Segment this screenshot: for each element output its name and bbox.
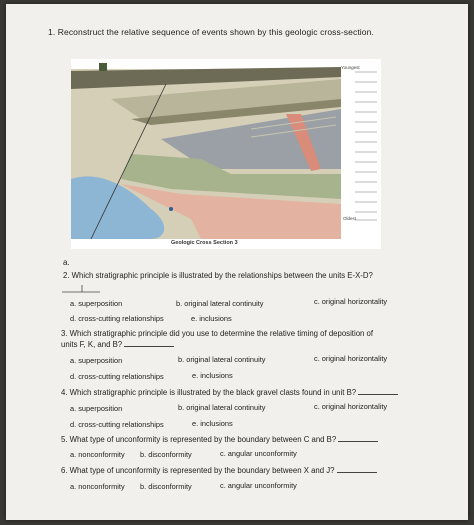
question-4-text: 4. Which stratigraphic principle is illustrated by the black gravel clasts found in unit B? [61, 388, 357, 397]
answer-blank-6[interactable] [337, 465, 377, 473]
answer-blank-5[interactable] [338, 434, 378, 442]
q3-option-d[interactable]: d. cross-cutting relationships [70, 372, 164, 381]
question-5-line [61, 434, 378, 444]
q4-option-c[interactable]: c. original horizontality [314, 402, 388, 411]
question-5-text: 5. What type of unconformity is represented by the boundary between C and B? [61, 435, 337, 444]
question-3-line1: 3. Which stratigraphic principle did you use to determine the relative timing of deposition of [61, 329, 374, 338]
q5-option-c[interactable]: c. angular unconformity [220, 449, 297, 458]
q2-option-e[interactable]: e. inclusions [191, 314, 232, 323]
q4-option-b[interactable]: b. original lateral continuity [178, 403, 266, 412]
figure-caption: Geologic Cross Section 3 [171, 240, 238, 246]
q6-option-b[interactable]: b. disconformity [140, 482, 192, 491]
q4-option-d[interactable]: d. cross-cutting relationships [70, 420, 164, 429]
q5-option-b[interactable]: b. disconformity [140, 450, 192, 459]
answer-blank-4[interactable] [358, 387, 398, 395]
question-3-line2-text: units F, K, and B? [61, 340, 123, 349]
question-6-line [61, 465, 377, 475]
q2-option-d[interactable]: d. cross-cutting relationships [70, 314, 164, 323]
q2-option-c[interactable]: c. original horizontality [314, 297, 388, 306]
answer-a-label: a. [63, 258, 70, 267]
question-2-text: 2. Which stratigraphic principle is illustrated by the relationships between the units E-X-D? [63, 271, 373, 280]
q3-option-b[interactable]: b. original lateral continuity [178, 355, 266, 364]
q3-option-a[interactable]: a. superposition [70, 356, 123, 365]
q3-option-c[interactable]: c. original horizontality [314, 354, 388, 363]
geologic-cross-section-figure [71, 59, 381, 249]
youngest-label: Youngest [341, 65, 360, 70]
question-6-text: 6. What type of unconformity is represented by the boundary between X and J? [61, 466, 335, 475]
q4-option-a[interactable]: a. superposition [70, 404, 123, 413]
q6-option-a[interactable]: a. nonconformity [70, 482, 125, 491]
q4-option-e[interactable]: e. inclusions [192, 419, 233, 428]
question-1-text: 1. Reconstruct the relative sequence of events shown by this geologic cross-section. [48, 27, 374, 37]
q2-option-b[interactable]: b. original lateral continuity [176, 299, 264, 308]
sequence-answer-lines [355, 70, 377, 222]
question-3-line2 [61, 339, 174, 349]
q5-option-a[interactable]: a. nonconformity [70, 450, 125, 459]
q3-option-e[interactable]: e. inclusions [192, 371, 233, 380]
answer-blank-2[interactable] [62, 283, 100, 293]
q2-option-a[interactable]: a. superposition [70, 299, 123, 308]
question-4-line [61, 387, 398, 397]
oldest-label: Oldest [343, 216, 357, 221]
answer-blank-3[interactable] [124, 339, 174, 347]
worksheet-page [6, 4, 468, 520]
q6-option-c[interactable]: c. angular unconformity [220, 481, 297, 490]
